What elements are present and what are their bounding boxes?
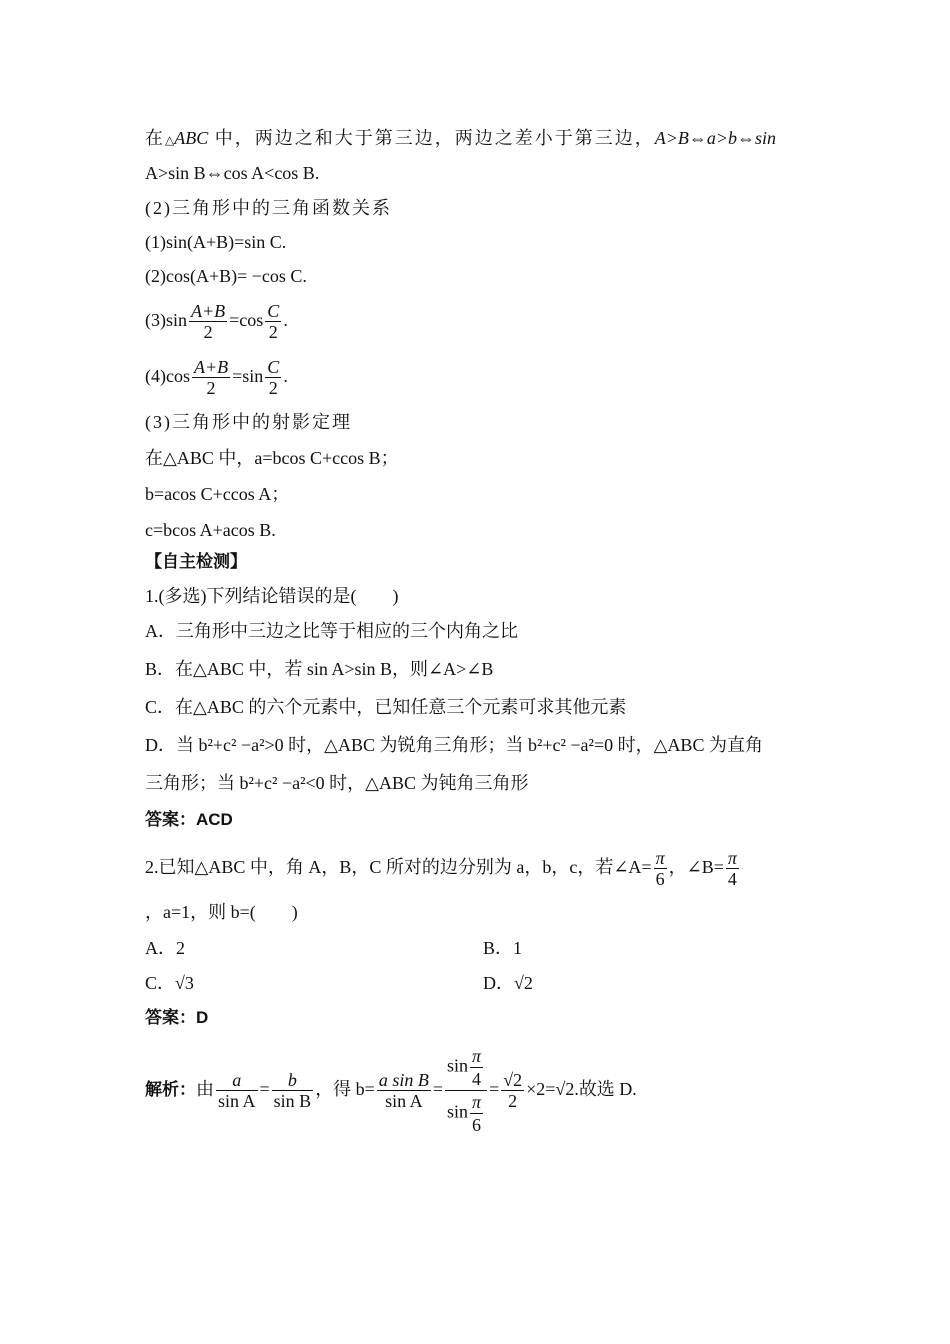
text: ，∠B= xyxy=(668,857,724,877)
fraction-b-sinB xyxy=(272,1070,314,1111)
denominator: 2 xyxy=(268,322,278,343)
text: sin xyxy=(447,1056,469,1076)
question-2-line-1 xyxy=(145,845,741,889)
numerator: C xyxy=(267,357,280,378)
q1-option-d-line-1: D．当 b²+c² −a²>0 时，△ABC 为锐角三角形；当 b²+c² −a²=0 时，△ABC 为直角 xyxy=(145,735,763,755)
formula-3 xyxy=(145,298,288,342)
fraction xyxy=(265,301,281,342)
solution xyxy=(145,1044,637,1134)
denominator: 6 xyxy=(655,869,665,890)
fraction-asinB-sinA xyxy=(377,1070,431,1111)
text: (3)sin xyxy=(145,310,187,330)
q2-option-b: B．1 xyxy=(483,938,523,958)
text: 3 xyxy=(184,973,194,993)
text: 2.故选 D. xyxy=(565,1079,637,1099)
projection-3: c=bcos A+acos B. xyxy=(145,520,276,540)
q1-option-d-line-2: 三角形；当 b²+c² −a²<0 时，△ABC 为钝角三角形 xyxy=(145,773,529,793)
denominator: 2 xyxy=(268,378,278,399)
text: A>B⇔a>b⇔sin xyxy=(654,128,777,148)
denominator: sin A xyxy=(218,1091,256,1112)
numerator xyxy=(445,1045,487,1091)
sqrt-symbol xyxy=(514,973,524,993)
text: ×2= xyxy=(526,1079,556,1099)
formula-1: (1)sin(A+B)=sin C. xyxy=(145,232,287,252)
numerator: b xyxy=(272,1070,314,1091)
denominator: 2 xyxy=(508,1091,518,1112)
denominator: sin B xyxy=(273,1091,312,1112)
fraction-pi-6 xyxy=(654,848,667,889)
text: (4)cos xyxy=(145,366,190,386)
q1-option-c: C．在△ABC 的六个元素中，已知任意三个元素可求其他元素 xyxy=(145,697,627,717)
denominator: 2 xyxy=(203,322,213,343)
projection-2: b=acos C+ccos A； xyxy=(145,484,290,504)
text: =sin xyxy=(232,366,264,386)
q2-option-d xyxy=(483,971,533,995)
numerator: π xyxy=(655,848,665,869)
text: 由 xyxy=(196,1079,214,1099)
fraction xyxy=(265,357,281,398)
fraction-sqrt2-over-2 xyxy=(501,1070,524,1111)
q1-answer: 答案：ACD xyxy=(145,810,233,829)
text: 2.已知△ABC 中，角 A，B，C 所对的边分别为 a，b，c，若∠A= xyxy=(145,857,652,877)
denominator: 6 xyxy=(472,1115,482,1136)
q1-option-a: A．三角形中三边之比等于相应的三个内角之比 xyxy=(145,621,518,641)
denominator: 4 xyxy=(727,869,737,890)
self-check-title: 【自主检测】 xyxy=(145,552,247,571)
sqrt-symbol xyxy=(175,973,185,993)
numerator: C xyxy=(267,301,280,322)
fraction-pi-4 xyxy=(726,848,739,889)
fraction xyxy=(192,357,230,398)
text: ABC xyxy=(174,128,209,148)
denominator: 4 xyxy=(472,1069,482,1090)
text: D． xyxy=(483,973,514,993)
section-3-heading: (3)三角形中的射影定理 xyxy=(145,412,352,432)
numerator: π xyxy=(472,1046,482,1067)
text: =cos xyxy=(229,310,264,330)
numerator xyxy=(501,1070,524,1091)
numerator: π xyxy=(727,848,737,869)
formula-2: (2)cos(A+B)= −cos C. xyxy=(145,266,307,286)
triangle-symbol: △ xyxy=(165,133,175,147)
numerator: a sin B xyxy=(378,1070,429,1091)
text: C． xyxy=(145,973,176,993)
question-1: 1.(多选)下列结论错误的是( ) xyxy=(145,586,399,606)
denominator xyxy=(445,1091,487,1136)
solution-label: 解析： xyxy=(145,1080,196,1099)
intro-line-1 xyxy=(145,126,776,152)
numerator: A+B xyxy=(193,357,229,378)
intro-line-2: A>sin B⇔cos A<cos B. xyxy=(145,163,320,183)
q2-option-c xyxy=(145,971,194,995)
q1-option-b: B．在△ABC 中，若 sin A>sin B，则∠A>∠B xyxy=(145,659,494,679)
denominator: sin A xyxy=(385,1091,423,1112)
text: ，得 b= xyxy=(315,1079,375,1099)
text: sin xyxy=(447,1102,469,1122)
fraction xyxy=(189,301,227,342)
text: 中，两边之和大于第三边，两边之差小于第三边， xyxy=(208,128,655,148)
q2-answer: 答案：D xyxy=(145,1008,209,1027)
text: = xyxy=(489,1079,500,1099)
projection-1: 在△ABC 中，a=bcos C+ccos B； xyxy=(145,448,399,468)
text: . xyxy=(283,310,288,330)
question-2-line-2: ，a=1，则 b=( ) xyxy=(145,902,298,922)
fraction-sin-pi4-over-sin-pi6 xyxy=(445,1045,487,1136)
numerator: π xyxy=(472,1092,482,1113)
fraction-a-sinA xyxy=(216,1070,258,1111)
sqrt-symbol xyxy=(555,1079,565,1099)
text: = xyxy=(432,1079,444,1099)
numerator: A+B xyxy=(191,301,226,322)
text: 2 xyxy=(523,973,533,993)
section-2-heading: (2)三角形中的三角函数关系 xyxy=(145,198,392,218)
text: = xyxy=(259,1079,270,1099)
text: 在 xyxy=(145,128,165,148)
fraction xyxy=(470,1045,483,1090)
sqrt-symbol xyxy=(503,1070,513,1090)
formula-4 xyxy=(145,354,288,398)
denominator: 2 xyxy=(206,378,216,399)
text: . xyxy=(283,366,288,386)
numerator: a xyxy=(216,1070,258,1091)
q2-option-a: A．2 xyxy=(145,938,185,958)
text: 2 xyxy=(513,1070,523,1091)
fraction xyxy=(470,1091,483,1136)
